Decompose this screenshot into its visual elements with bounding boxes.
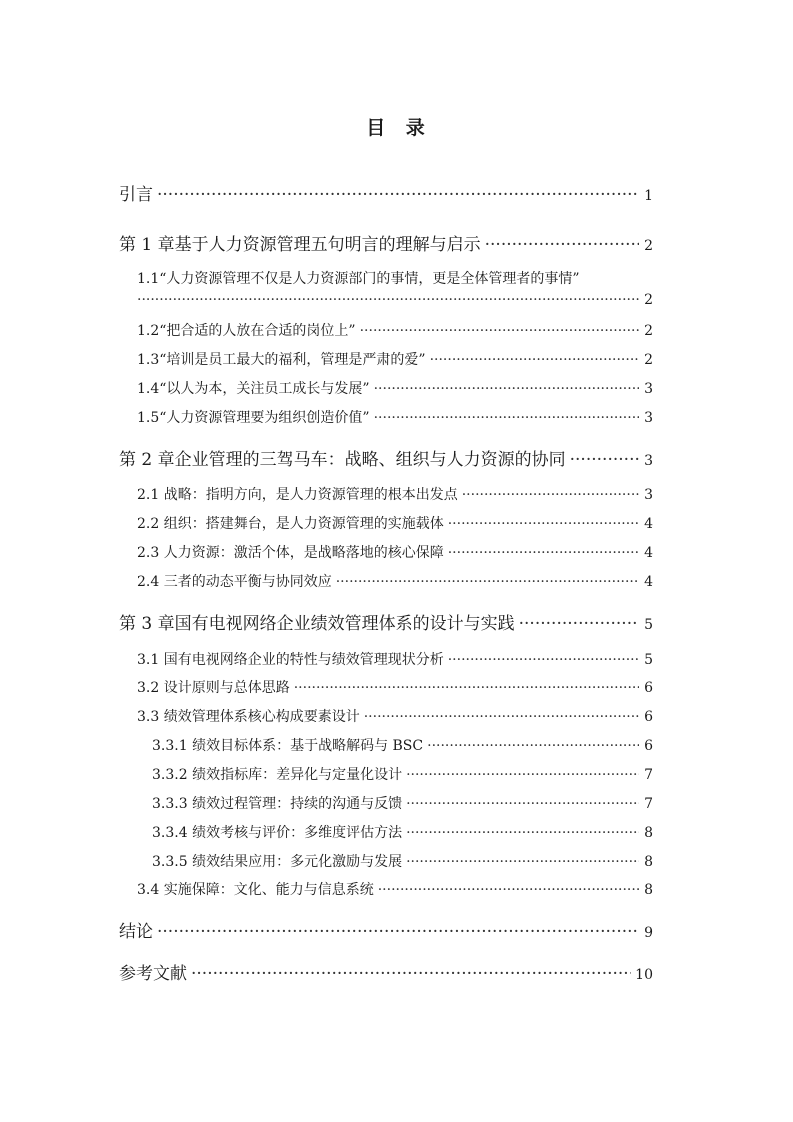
toc-page-number: 2 (644, 352, 653, 368)
toc-entry-3-1[interactable] (137, 649, 653, 669)
dot-leader (427, 738, 639, 754)
toc-entry-3-3-4[interactable] (152, 822, 653, 842)
dot-leader (462, 487, 639, 503)
dot-leader (570, 450, 639, 470)
toc-entry-chapter-1[interactable] (119, 230, 653, 255)
dot-leader (191, 964, 631, 984)
toc-page-number: 9 (644, 925, 653, 941)
toc-entry-2-2[interactable] (137, 513, 653, 533)
toc-entry-text: 第 1 章基于人力资源管理五句明言的理解与启示 (119, 235, 481, 255)
dot-leader (336, 574, 639, 590)
toc-entry-2-4[interactable] (137, 571, 653, 591)
toc-entry-conclusion[interactable] (119, 917, 653, 942)
dot-leader (406, 854, 639, 870)
toc-page-number: 1 (644, 188, 653, 204)
dot-leader (157, 922, 639, 942)
toc-entry-introduction[interactable] (119, 180, 653, 205)
toc-entry-references[interactable] (119, 959, 653, 984)
toc-entry-text: 结论 (119, 922, 153, 942)
toc-entry-text: 1.2“把合适的人放在合适的岗位上” (137, 323, 356, 339)
toc-entry-3-3-5[interactable] (152, 851, 653, 871)
toc-entry-text: 3.3.3 绩效过程管理：持续的沟通与反馈 (152, 796, 403, 812)
toc-entry-text: 3.3.4 绩效考核与评价：多维度评估方法 (152, 825, 403, 841)
toc-page-number: 5 (644, 617, 653, 633)
toc-entry-1-3[interactable] (137, 349, 653, 369)
toc-page-number: 3 (644, 487, 653, 503)
toc-entry-2-3[interactable] (137, 542, 653, 562)
toc-entry-text: 3.3.5 绩效结果应用：多元化激励与发展 (152, 854, 403, 870)
dot-leader (294, 680, 639, 696)
toc-page-number: 4 (644, 574, 653, 590)
toc-entry-chapter-3[interactable] (119, 609, 653, 634)
toc-page-number: 3 (644, 453, 653, 469)
dot-leader (374, 381, 639, 397)
toc-entry-text: 2.3 人力资源：激活个体，是战略落地的核心保障 (137, 545, 444, 561)
toc-entry-text: 1.5“人力资源管理要为组织创造价值” (137, 410, 370, 426)
toc-page-number: 4 (644, 545, 653, 561)
toc-entry-text: 1.4“以人为本，关注员工成长与发展” (137, 381, 370, 397)
toc-entry-text: 3.3 绩效管理体系核心构成要素设计 (137, 709, 360, 725)
dot-leader (430, 352, 639, 368)
toc-page-number: 2 (644, 323, 653, 339)
toc-title: 目 录 (366, 117, 427, 139)
toc-entry-3-3-1[interactable] (152, 735, 653, 755)
toc-page-number: 8 (644, 854, 653, 870)
toc-entry-1-1-text[interactable]: 1.1“人力资源管理不仅是人力资源部门的事情，更是全体管理者的事情” (137, 271, 580, 287)
toc-entry-3-3[interactable] (137, 706, 653, 726)
dot-leader (485, 235, 639, 255)
toc-page-number: 7 (644, 767, 653, 783)
toc-page-number: 3 (644, 410, 653, 426)
toc-entry-text: 2.1 战略：指明方向，是人力资源管理的根本出发点 (137, 487, 458, 503)
toc-entry-text: 引言 (119, 185, 153, 205)
dot-leader (448, 652, 639, 668)
toc-entry-text: 3.2 设计原则与总体思路 (137, 680, 290, 696)
toc-page-number: 2 (644, 238, 653, 254)
dot-leader (406, 825, 639, 841)
toc-page-number: 7 (644, 796, 653, 812)
toc-page-number: 10 (635, 967, 653, 983)
dot-leader (137, 292, 639, 308)
toc-entry-1-5[interactable] (137, 407, 653, 427)
toc-page-number: 6 (644, 709, 653, 725)
toc-page-number: 8 (644, 882, 653, 898)
dot-leader (374, 410, 639, 426)
toc-entry-text: 2.2 组织：搭建舞台，是人力资源管理的实施载体 (137, 516, 444, 532)
toc-entry-text: 2.4 三者的动态平衡与协同效应 (137, 574, 332, 590)
toc-page-number: 3 (644, 381, 653, 397)
toc-entry-text: 1.3“培训是员工最大的福利，管理是严肃的爱” (137, 352, 426, 368)
toc-entry-chapter-2[interactable] (119, 445, 653, 470)
toc-entry-text: 参考文献 (119, 964, 187, 984)
toc-page-number: 8 (644, 825, 653, 841)
toc-entry-text: 3.4 实施保障：文化、能力与信息系统 (137, 882, 374, 898)
toc-entry-1-4[interactable] (137, 378, 653, 398)
toc-entry-1-1[interactable] (137, 292, 653, 308)
toc-entry-text: 第 3 章国有电视网络企业绩效管理体系的设计与实践 (119, 614, 515, 634)
toc-page-number: 4 (644, 516, 653, 532)
toc-entry-3-4[interactable] (137, 879, 653, 899)
toc-entry-2-1[interactable] (137, 484, 653, 504)
dot-leader (519, 614, 639, 634)
toc-entry-text: 3.3.2 绩效指标库：差异化与定量化设计 (152, 767, 403, 783)
toc-entry-text: 第 2 章企业管理的三驾马车：战略、组织与人力资源的协同 (119, 450, 566, 470)
dot-leader (406, 767, 639, 783)
toc-page-number: 6 (644, 738, 653, 754)
toc-page-number: 5 (644, 652, 653, 668)
toc-entry-3-2[interactable] (137, 677, 653, 697)
dot-leader (378, 882, 639, 898)
toc-entry-3-3-2[interactable] (152, 764, 653, 784)
toc-entry-1-2[interactable] (137, 320, 653, 340)
dot-leader (360, 323, 639, 339)
dot-leader (364, 709, 639, 725)
toc-page-number: 6 (644, 680, 653, 696)
dot-leader (406, 796, 639, 812)
toc-entry-text: 3.3.1 绩效目标体系：基于战略解码与 BSC (152, 738, 424, 754)
toc-page-number: 2 (644, 292, 653, 308)
toc-entry-text: 3.1 国有电视网络企业的特性与绩效管理现状分析 (137, 652, 444, 668)
toc-entry-3-3-3[interactable] (152, 793, 653, 813)
dot-leader (448, 545, 639, 561)
dot-leader (448, 516, 639, 532)
dot-leader (157, 185, 639, 205)
